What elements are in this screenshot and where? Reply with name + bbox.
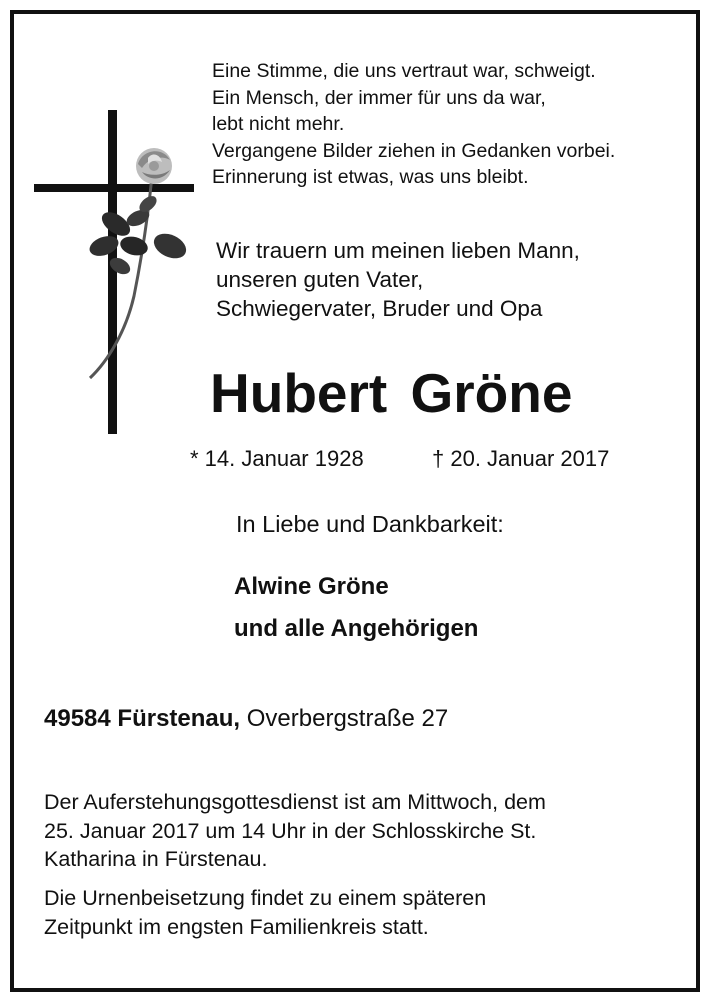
cross-with-rose	[30, 106, 210, 438]
urn-line: Die Urnenbeisetzung findet zu einem späteren	[44, 886, 487, 910]
address-street: Overbergstraße 27	[246, 705, 449, 732]
service-info	[44, 788, 684, 874]
service-line: Katharina in Fürstenau.	[44, 847, 268, 871]
signers	[234, 566, 478, 650]
death-date: † 20. Januar 2017	[432, 446, 610, 471]
rose-icon	[87, 148, 190, 278]
thanks-line: In Liebe und Dankbarkeit:	[236, 511, 504, 537]
address	[44, 702, 448, 736]
intro-line: Schwiegervater, Bruder und Opa	[216, 296, 543, 321]
urn-line: Zeitpunkt im engsten Familienkreis statt.	[44, 914, 429, 939]
signer: und alle Angehörigen	[234, 615, 479, 642]
intro-line: unseren guten Vater,	[216, 267, 424, 292]
deceased-name: Hubert Gröne	[210, 362, 573, 424]
signer: Alwine Gröne	[234, 573, 389, 600]
birth-date: * 14. Januar 1928	[190, 446, 364, 471]
poem-line: Ein Mensch, der immer für uns da war,	[212, 86, 546, 109]
poem-line: Erinnerung ist etwas, was uns bleibt.	[212, 166, 529, 188]
cross-icon	[30, 106, 210, 438]
mourning-intro	[216, 236, 580, 323]
address-city: 49584 Fürstenau,	[44, 705, 241, 732]
poem-line: lebt nicht mehr.	[212, 113, 345, 135]
poem-line: Eine Stimme, die uns vertraut war, schweigt.	[212, 60, 596, 82]
intro-line: Wir trauern um meinen lieben Mann,	[216, 238, 580, 263]
poem	[212, 58, 615, 191]
poem-line: Vergangene Bilder ziehen in Gedanken vorbei.	[212, 139, 616, 162]
urn-info	[44, 884, 684, 941]
service-line: Der Auferstehungsgottesdienst ist am Mittwoch, dem	[44, 790, 546, 814]
service-line: 25. Januar 2017 um 14 Uhr in der Schlosskirche St.	[44, 818, 537, 843]
